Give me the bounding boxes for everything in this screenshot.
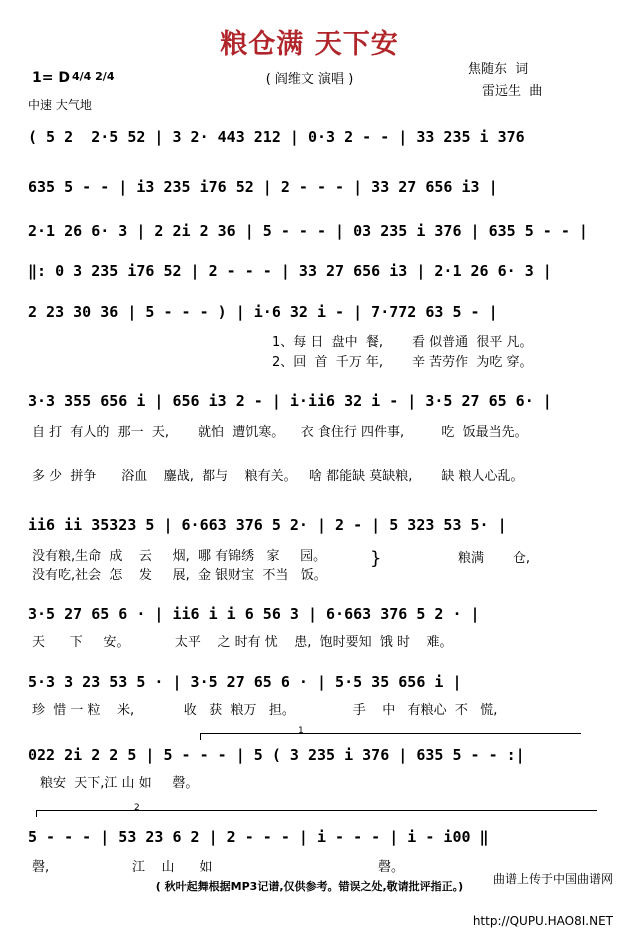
footer-url: http://QUPU.HAO8I.NET xyxy=(472,914,613,928)
song-title: 粮仓满 天下安 xyxy=(220,29,399,60)
lyric-line-7-verse-2: 没有吃,社会 怎 发 展, 金 银财宝 不当 饭。 xyxy=(32,568,327,583)
lyric-line-11-start: 磬, xyxy=(32,860,50,875)
lyric-line-10: 粮安 天下,江 山 如 磬。 xyxy=(40,776,199,791)
footer-line-1: 曲谱上传于中国曲谱网 xyxy=(492,872,613,886)
brace-symbol: } xyxy=(370,548,382,569)
score-line-5: 2 23 30 36 | 5 - - - ) | i·6 32 i - | 7·772 63 5 - | xyxy=(28,303,498,321)
score-line-6: 3·3 355 656 i | 656 i3 2 - | i·ii6 32 i - | 3·5 27 65 6· | xyxy=(28,392,552,410)
lyric-verse-2-intro: 2、回 首 千万 年, 辛 苦劳作 为吃 穿。 xyxy=(272,355,533,370)
second-ending-bracket xyxy=(36,810,597,817)
score-line-8: 3·5 27 65 6 · | ii6 i i 6 56 3 | 6·663 376 5 2 · | xyxy=(28,605,480,623)
score-line-2: 635 5 - - | i3 235 i76 52 | 2 - - - | 33 27 656 i3 | xyxy=(28,178,498,196)
key-signature: 1= D xyxy=(32,70,70,86)
lyric-line-7-verse-1: 没有粮,生命 成 云 烟, 哪 有锦绣 家 园。 xyxy=(32,549,327,564)
lyric-line-8: 天 下 安。 太平 之 时有 忧 患, 饱时要知 饿 时 难。 xyxy=(32,635,453,650)
score-line-7: ii6 ii 35323 5 | 6·663 376 5 2· | 2 - | 5 323 53 5· | xyxy=(28,516,507,534)
score-line-3: 2·1 26 6· 3 | 2 2i 2 36 | 5 - - - | 03 235 i 376 | 635 5 - - | xyxy=(28,222,588,240)
first-ending-number: 1 xyxy=(298,726,304,736)
lyric-line-6-verse-1: 自 打 有人的 那一 天, 就怕 遭饥寒。 衣 食住行 四件事, 吃 饭最当先。 xyxy=(32,425,528,440)
tempo-marking: 中速 大气地 xyxy=(28,98,92,112)
lyric-line-11-end: 磬。 xyxy=(378,860,405,875)
lyric-line-9: 珍 惜 一 粒 米, 收 获 粮万 担。 手 中 有粮心 不 慌, xyxy=(32,703,498,718)
lyricist-credit: 焦随东 词 xyxy=(468,62,529,77)
composer-credit: 雷远生 曲 xyxy=(482,84,543,99)
transcriber-note: ( 秋叶起舞根据MP3记谱,仅供参考。错误之处,敬请批评指正。) xyxy=(155,880,464,893)
second-ending-number: 2 xyxy=(134,803,140,813)
score-line-1: ( 5 2 2·5 52 | 3 2· 443 212 | 0·3 2 - - | 33 235 i 376 xyxy=(28,128,525,146)
time-signature: 4/4 2/4 xyxy=(72,70,115,83)
site-footer xyxy=(473,844,613,942)
score-line-11: 5 - - - | 53 23 6 2 | 2 - - - | i - - - | i - i00 ‖ xyxy=(28,828,489,846)
lyric-line-7-refrain: 粮满 仓, xyxy=(458,551,531,566)
lyric-line-11-middle: 江 山 如 xyxy=(132,860,213,875)
lyric-line-6-verse-2: 多 少 拼争 浴血 鏖战, 都与 粮有关。 啥 都能缺 莫缺粮, 缺 粮人心乱。 xyxy=(32,469,524,484)
score-line-10: 022 2i 2 2 5 | 5 - - - | 5 ( 3 235 i 376 | 635 5 - - :| xyxy=(28,746,525,764)
score-line-9: 5·3 3 23 53 5 · | 3·5 27 65 6 · | 5·5 35 656 i | xyxy=(28,673,462,691)
lyric-verse-1-intro: 1、每 日 盘中 餐, 看 似普通 很平 凡。 xyxy=(272,335,533,350)
score-line-4: ‖: 0 3 235 i76 52 | 2 - - - | 33 27 656 i3 | 2·1 26 6· 3 | xyxy=(28,262,552,280)
first-ending-bracket xyxy=(200,733,581,740)
singer-credit: ( 阎维文 演唱 ) xyxy=(265,72,354,87)
